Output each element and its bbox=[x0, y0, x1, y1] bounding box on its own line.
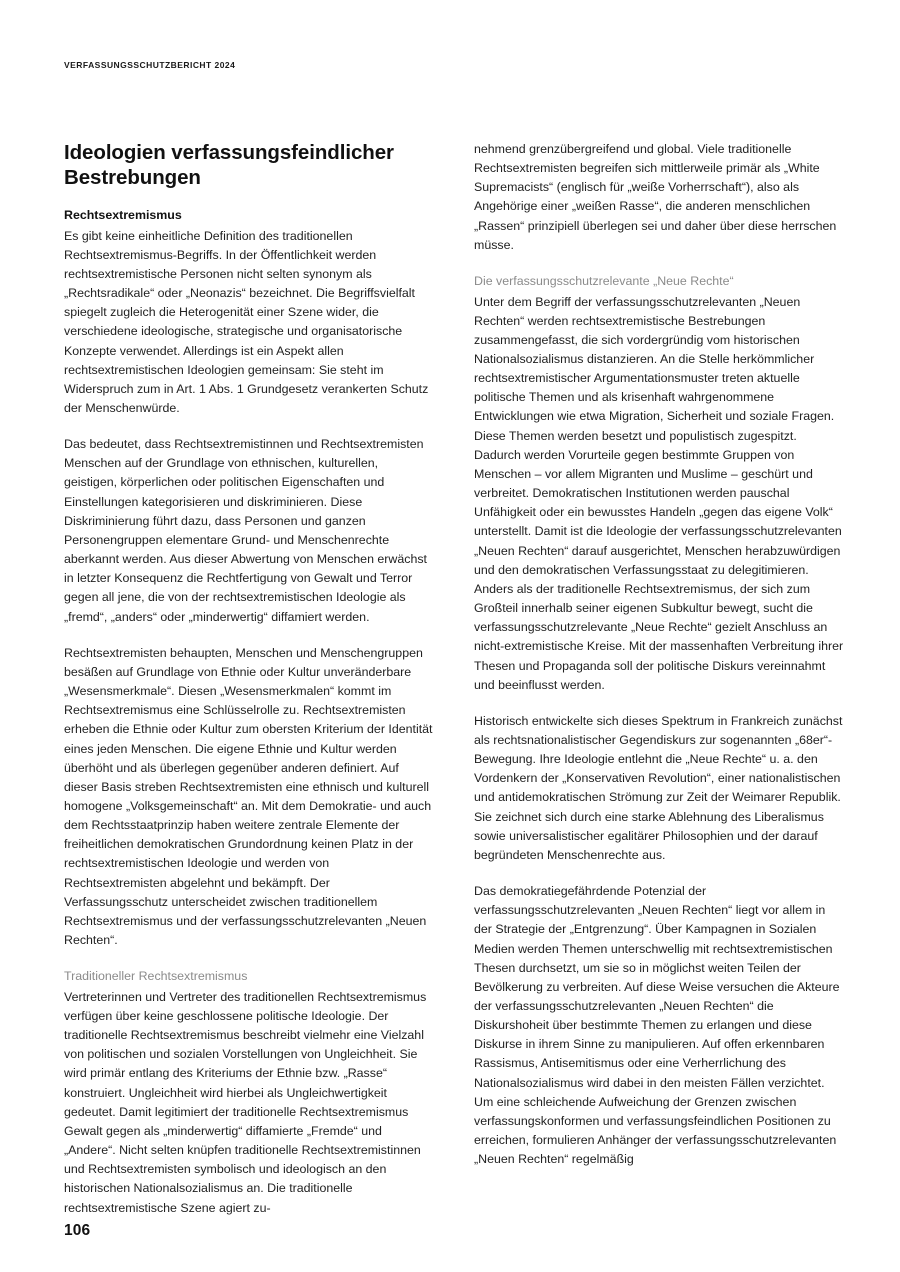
left-column bbox=[64, 140, 434, 1218]
subheading-neue-rechte: Die verfassungsschutzrelevante „Neue Rechte“ bbox=[474, 273, 734, 288]
two-column-body bbox=[64, 140, 844, 1218]
paragraph-definition: Es gibt keine einheitliche Definition des traditionellen Rechtsextremismus-Begriffs. In der Öffentlichkeit werden rechtsextremistische Personen nicht selten synonym als „Rechtsradikale“ oder „Neonazis“ bezeichnet. Die Begriffsvielfalt spiegelt zugleich die Heterogenität einer Szene wider, die verschiedene ideologische, strategische und organisatorische Konzepte verwendet. Allerdings ist ein Aspekt allen rechtsextremistischen Ideologien gemeinsam: Sie steht im Widerspruch zum in Art. 1 Abs. 1 Grundgesetz verankerten Schutz der Menschenwürde. bbox=[64, 228, 429, 416]
paragraph-wesensmerkmale: Rechtsextremisten behaupten, Menschen und Menschengruppen besäßen auf Grundlage von Ethnie oder Kultur unveränderbare „Wesensmerkmale“. Diesen „Wesensmerkmalen“ kommt im Rechtsextremismus eine Schlüsselrolle zu. Rechtsextremisten erheben die Ethnie oder Kultur zum obersten Kriterium der Identität eines jeden Menschen. Die eigene Ethnie und Kultur werden überhöht und als überlegen gegenüber anderen definiert. Auf dieser Basis streben Rechtsextremisten eine ethnisch und kulturell homogene „Volksgemeinschaft“ an. Mit dem Demokratie- und auch dem Rechtsstaatprinzip haben weitere zentrale Elemente der freiheitlichen demokratischen Grundordnung keinen Platz in der rechtsextremistischen Ideologie und werden von Rechtsextremisten abgelehnt und bekämpft. Der Verfassungsschutz unterscheidet zwischen traditionellem Rechtsextremismus und der verfassungsschutzrelevanten „Neuen Rechten“. bbox=[64, 645, 433, 948]
subheading-rechtsextremismus: Rechtsextremismus bbox=[64, 208, 182, 222]
paragraph-entgrenzung: Das demokratiegefährdende Potenzial der verfassungsschutzrelevanten „Neuen Rechten“ liegt vor allem in der Strategie der „Entgrenzung“. Über Kampagnen in Sozialen Medien werden Themen unterschwellig mit rechtsextremistischen Thesen durchsetzt, um sie so in möglichst weiten Teilen der Bevölkerung zu verbreiten. Auf diese Weise versuchen die Akteure der verfassungsschutzrelevanten „Neuen Rechten“ die Diskurshoheit über bestimmte Themen zu erlangen und diese Diskurse in ihrem Sinne zu manipulieren. Auf offen erkennbaren Rassismus, Antisemitismus oder eine Verherrlichung des Nationalsozialismus wird dabei in den meisten Fällen verzichtet. Um eine schleichende Aufweichung der Grenzen zwischen verfassungskonformen und verfassungsfeindlichen Positionen zu erreichen, formulieren Anhänger der verfassungsschutzrelevanten „Neuen Rechten“ regelmäßig bbox=[474, 884, 840, 1167]
paragraph-historische-entwicklung: Historisch entwickelte sich dieses Spektrum in Frankreich zunächst als rechtsnationalistischer Gegendiskurs zur sogenannten „68er“- Bewegung. Ihre Ideologie entlehnt die „Neue Rechte“ u. a. den Vordenkern der „Konservativen Revolution“, einer nationalistischen und antidemokratischen Strömung zur Zeit der Weimarer Republik. Sie zeichnet sich durch eine starke Ablehnung des Liberalismus sowie universalistischer egalitärer Philosophien und der darauf begründeten Menschenrechte aus. bbox=[474, 713, 843, 862]
running-head: VERFASSUNGSSCHUTZBERICHT 2024 bbox=[64, 60, 236, 70]
paragraph-traditioneller-rechtsextremismus: Vertreterinnen und Vertreter des traditionellen Rechtsextremismus verfügen über keine geschlossene politische Ideologie. Der traditionelle Rechtsextremismus beschreibt vielmehr eine Vielzahl von politischen und sozialen Vorstellungen von Ungleichheit. Sie wird primär entlang des Kriteriums der Ethnie bzw. „Rasse“ konstruiert. Ungleichheit wird hierbei als Ungleichwertigkeit gedeutet. Damit legitimiert der traditionelle Rechtsextremismus Gewalt gegen als „minderwertig“ diffamierte „Fremde“ und „Andere“. Nicht selten knüpfen traditionelle Rechtsextremistinnen und Rechtsextremisten symbolisch und ideologisch an den historischen Nationalsozialismus an. Die traditionelle rechtsextremistische Szene agiert zu- bbox=[64, 989, 427, 1215]
paragraph-kategorisierung: Das bedeutet, dass Rechtsextremistinnen und Rechtsextremisten Menschen auf der Grundlage von ethnischen, kulturellen, geistigen, körperlichen oder politischen Eigenschaften und Einstellungen kategorisieren und diskriminieren. Diese Diskriminierung führt dazu, dass Personen und ganzen Personengruppen elementare Grund- und Menschenrechte aberkannt werden. Aus dieser Abwertung von Menschen erwächst in letzter Konsequenz die Rechtfertigung von Gewalt und Terror gegen all jene, die von der rechtsextremistischen Ideologie als „fremd“, „anders“ oder „minderwertig“ diffamiert werden. bbox=[64, 437, 427, 624]
subheading-traditioneller-rechtsextremismus: Traditioneller Rechtsextremismus bbox=[64, 969, 248, 984]
right-column bbox=[474, 140, 844, 1169]
paragraph-white-supremacists: nehmend grenzübergreifend und global. Viele traditionelle Rechtsextremisten begreifen sich mittlerweile primär als „White Supremacists“ (englisch für „weiße Vorherrschaft“), also als Angehörige einer „weißen Rasse“, die anderen menschlichen „Rassen“ prinzipiell überlegen sei und daher über diese herrschen müsse. bbox=[474, 142, 837, 252]
paragraph-neue-rechte-definition: Unter dem Begriff der verfassungsschutzrelevanten „Neuen Rechten“ werden rechtsextremistische Bestrebungen zusammengefasst, die sich vordergründig vom historischen Nationalsozialismus distanzieren. An die Stelle herkömmlicher rechtsextremistischer Argumentationsmuster treten aktuelle politische Themen und als krisenhaft wahrgenommene Entwicklungen wie etwa Migration, Sicherheit und soziale Fragen. Diese Themen werden besetzt und populistisch zugespitzt. Dadurch werden Vorurteile gegen bestimmte Gruppen von Menschen – vor allem Migranten und Muslime – geschürt und verbreitet. Demokratischen Institutionen werden pauschal Unfähigkeit oder ein bewusstes Handeln „gegen das eigene Volk“ unterstellt. Damit ist die Ideologie der verfassungsschutzrelevanten „Neuen Rechten“ darauf ausgerichtet, Menschen herabzuwürdigen und den demokratischen Verfassungsstaat zu delegitimieren. Anders als der traditionelle Rechtsextremismus, der sich zum Großteil innerhalb seiner eigenen Subkultur bewegt, sucht die verfassungsschutzrelevante „Neue Rechte“ gezielt Anschluss an nicht-extremistische Kreise. Mit der massenhaften Verbreitung ihrer Thesen und Propaganda soll der politische Diskurs vereinnahmt und beeinflusst werden. bbox=[474, 294, 844, 692]
page-title: Ideologien verfassungsfeindlicher Bestrebungen bbox=[64, 141, 394, 189]
page-number: 106 bbox=[64, 1222, 91, 1239]
